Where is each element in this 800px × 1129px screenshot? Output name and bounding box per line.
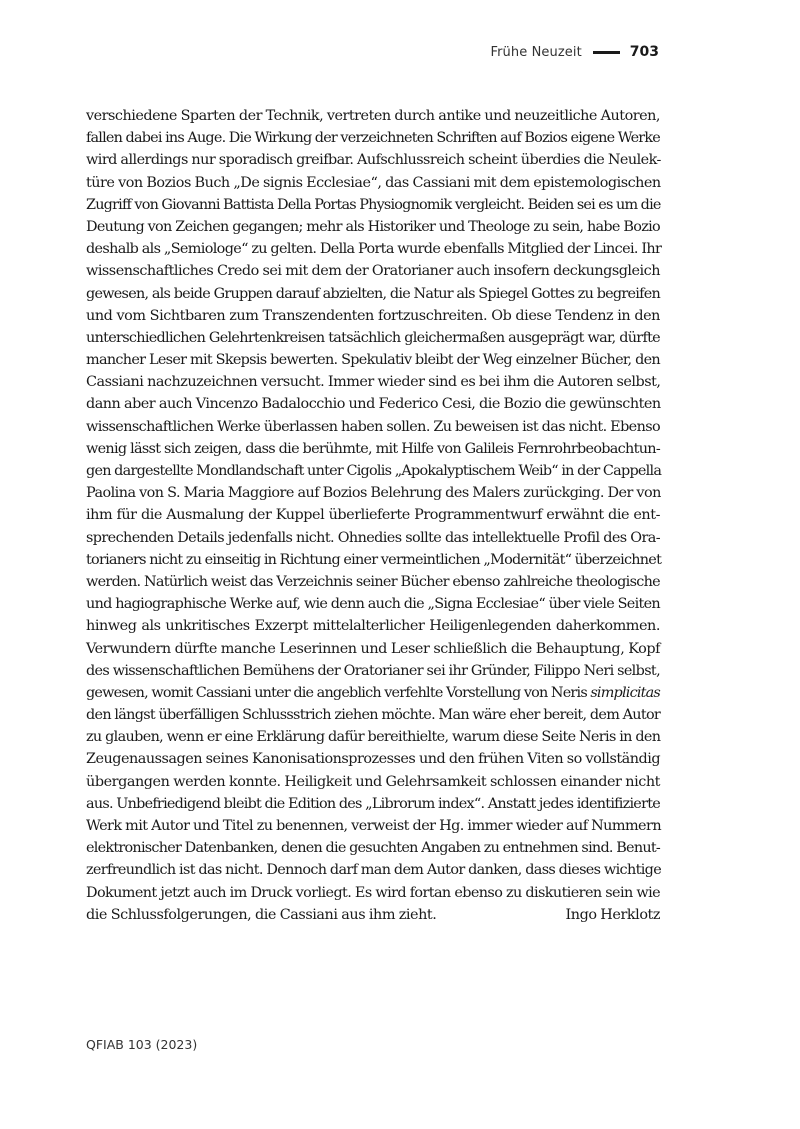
- text-line: wird allerdings nur sporadisch greifbar. Aufschlussreich scheint überdies die Neulek-: [86, 152, 661, 169]
- header-rule: [593, 51, 620, 54]
- text-line: ihm für die Ausmalung der Kuppel überlieferte Programmentwurf erwähnt die ent-: [86, 507, 660, 524]
- text-line: Deutung von Zeichen gegangen; mehr als Historiker und Theologe zu sein, habe Bozio: [86, 218, 660, 235]
- journal-footer: QFIAB 103 (2023): [86, 1037, 198, 1052]
- review-text: [86, 105, 660, 926]
- text-line: Zugriff von Giovanni Battista Della Portas Physiognomik vergleicht. Beiden sei es um die: [86, 196, 661, 213]
- text-line: mancher Leser mit Skepsis bewerten. Spekulativ bleibt der Weg einzelner Bücher, den: [86, 352, 660, 369]
- text-line: und hagiographische Werke auf, wie denn auch die „Signa Ecclesiae“ über viele Seiten: [86, 596, 660, 613]
- text-line: wenig lässt sich zeigen, dass die berühmte, mit Hilfe von Galileis Fernrohrbeobachtun-: [86, 440, 660, 457]
- running-head: [490, 44, 659, 60]
- review-author: Ingo Herklotz: [565, 906, 660, 923]
- text-line: deshalb als „Semiologe“ zu gelten. Della Porta wurde ebenfalls Mitglied der Lincei. Ihr: [86, 241, 662, 258]
- text-line: fallen dabei ins Auge. Die Wirkung der verzeichneten Schriften auf Bozios eigene Werke: [86, 130, 660, 147]
- text-line: gen dargestellte Mondlandschaft unter Cigolis „Apokalyptischem Weib“ in der Cappella: [86, 463, 662, 479]
- text-line: zu glauben, wenn er eine Erklärung dafür bereithielte, warum diese Seite Neris in den: [86, 729, 661, 746]
- text-line: dann aber auch Vincenzo Badalocchio und Federico Cesi, die Bozio die gewünschten: [86, 396, 661, 413]
- text-line: Werk mit Autor und Titel zu benennen, verweist der Hg. immer wieder auf Nummern: [86, 818, 662, 834]
- text-line: [86, 682, 660, 704]
- text-line: des wissenschaftlichen Bemühens der Oratorianer sei ihr Gründer, Filippo Neri selbst,: [86, 662, 660, 679]
- text-line: und vom Sichtbaren zum Transzendenten fortzuschreiten. Ob diese Tendenz in den: [86, 307, 660, 324]
- text-line: Paolina von S. Maria Maggiore auf Bozios Belehrung des Malers zurückging. Der von: [86, 485, 661, 502]
- text-line: werden. Natürlich weist das Verzeichnis seiner Bücher ebenso zahlreiche theologische: [86, 573, 660, 590]
- text-line: zerfreundlich ist das nicht. Dennoch darf man dem Autor danken, dass dieses wichtige: [86, 862, 662, 879]
- text-line: Dokument jetzt auch im Druck vorliegt. Es wird fortan ebenso zu diskutieren sein wie: [86, 884, 660, 901]
- text-line: Cassiani nachzuzeichnen versucht. Immer wieder sind es bei ihm die Autoren selbst,: [86, 374, 661, 391]
- text-line: unterschiedlichen Gelehrtenkreisen tatsächlich gleichermaßen ausgeprägt war, dürfte: [86, 329, 660, 346]
- text-line: wissenschaftliches Credo sei mit dem der Oratorianer auch insofern deckungsgleich: [86, 263, 660, 280]
- text-line: übergangen werden konnte. Heiligkeit und Gelehrsamkeit schlossen einander nicht: [86, 773, 660, 790]
- text-line: torianers nicht zu einseitig in Richtung einer vermeintlichen „Modernität“ überzeichnet: [86, 551, 662, 568]
- text-line: sprechenden Details jedenfalls nicht. Ohnedies sollte das intellektuelle Profil des Ora-: [86, 529, 660, 546]
- italic-term: simplicitas: [590, 684, 660, 701]
- section-title: Frühe Neuzeit: [490, 44, 582, 60]
- text-line: hinweg als unkritisches Exzerpt mittelalterlicher Heiligenlegenden daherkommen.: [86, 618, 660, 635]
- text-line: türe von Bozios Buch „De signis Ecclesiae“, das Cassiani mit dem epistemologischen: [86, 174, 661, 191]
- text-line: Verwundern dürfte manche Leserinnen und Leser schließlich die Behauptung, Kopf: [86, 640, 660, 657]
- text-line: verschiedene Sparten der Technik, vertreten durch antike und neuzeitliche Autoren,: [86, 108, 660, 124]
- text-line: den längst überfälligen Schlussstrich ziehen möchte. Man wäre eher bereit, dem Autor: [86, 707, 661, 724]
- text-fragment: die Schlussfolgerungen, die Cassiani aus ihm zieht.: [86, 906, 437, 923]
- final-line: [86, 904, 660, 926]
- text-fragment: gewesen, womit Cassiani unter die angeblich verfehlte Vorstellung von Neris: [86, 684, 591, 701]
- text-line: elektronischer Datenbanken, denen die gesuchten Angaben zu entnehmen sind. Benut-: [86, 840, 660, 857]
- text-line: aus. Unbefriedigend bleibt die Edition des „Librorum index“. Anstatt jedes identifizierte: [86, 795, 660, 812]
- text-line: wissenschaftlichen Werke überlassen haben sollen. Zu beweisen ist das nicht. Ebenso: [86, 418, 661, 435]
- text-line: gewesen, als beide Gruppen darauf abzielten, die Natur als Spiegel Gottes zu begreifen: [86, 285, 660, 302]
- page-number: 703: [629, 44, 659, 60]
- text-line: Zeugenaussagen seines Kanonisationsprozesses und den frühen Viten so vollständig: [86, 751, 661, 768]
